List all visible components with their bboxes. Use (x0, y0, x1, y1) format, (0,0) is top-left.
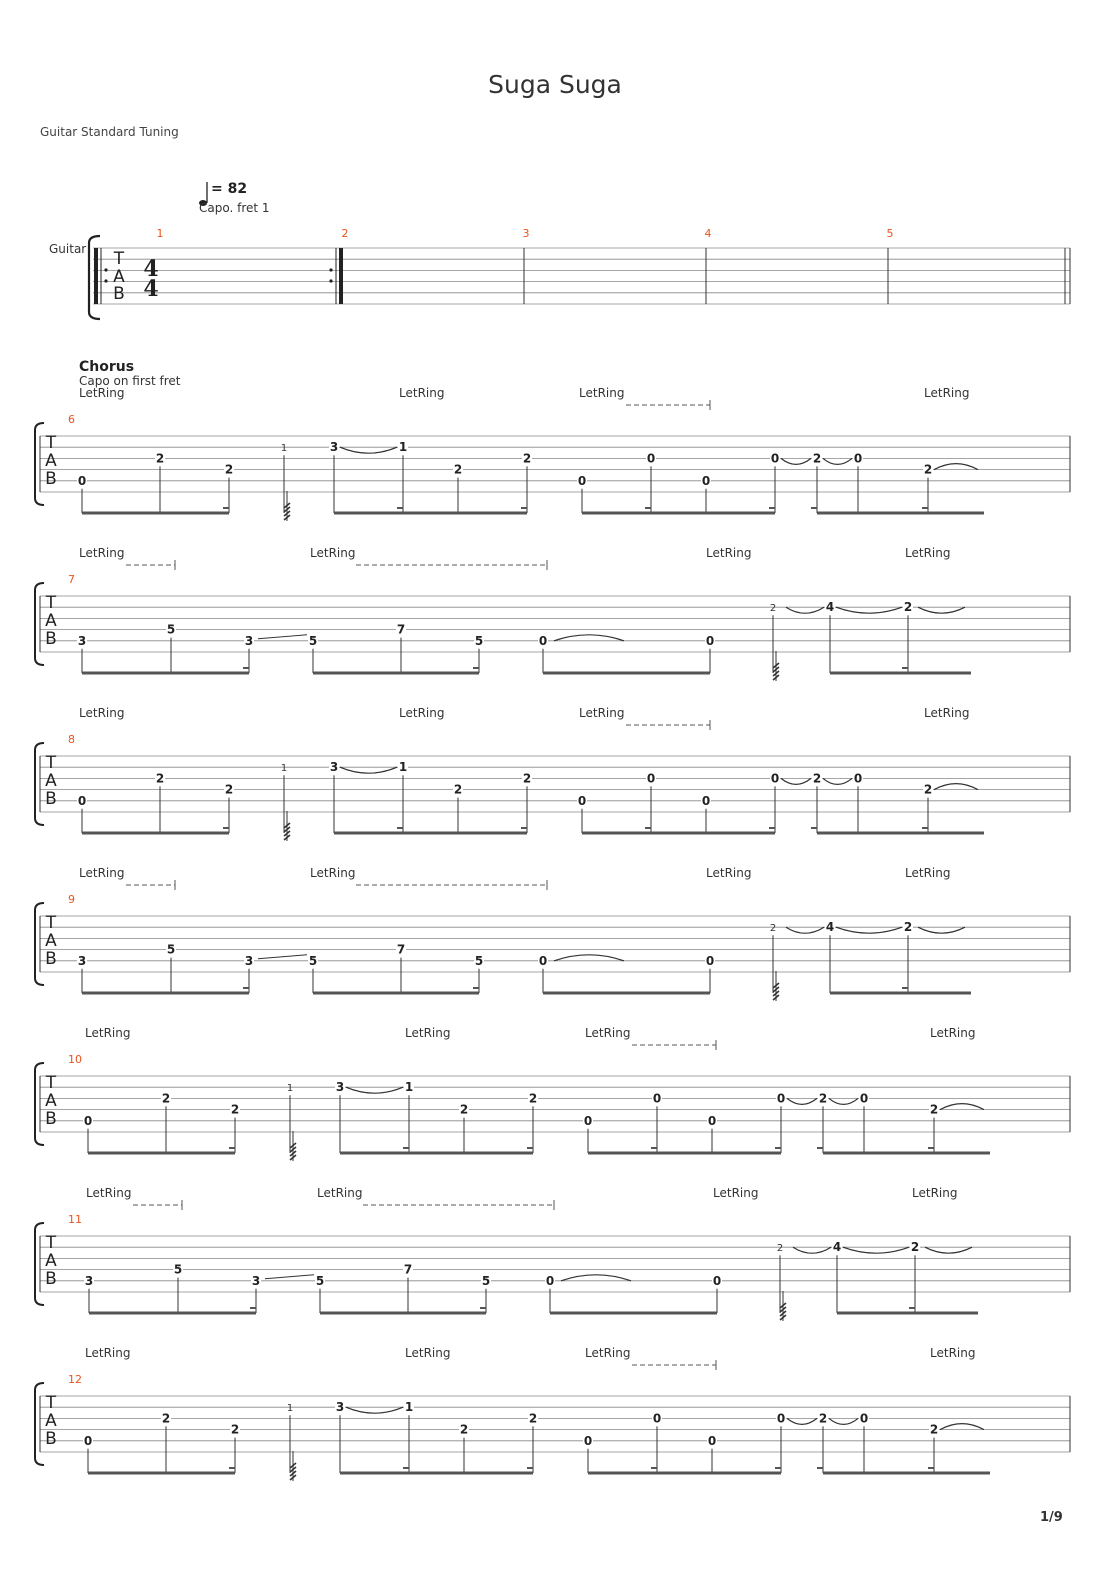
tie-arc (781, 778, 811, 784)
fret-number: 0 (770, 771, 780, 786)
tab-clef-letter: T (45, 593, 57, 613)
time-signature-bottom: 4 (143, 276, 159, 302)
sub-beam (928, 1467, 934, 1469)
fret-number: 5 (308, 633, 318, 648)
repeat-dot (329, 268, 332, 271)
letring-label: LetRing (310, 866, 356, 880)
fret-number: 3 (329, 760, 339, 775)
fret-number: 7 (396, 622, 406, 637)
letring-label: LetRing (706, 866, 752, 880)
fret-number: 2 (230, 1102, 240, 1117)
fret-number: 2 (818, 1091, 828, 1106)
measure-number: 12 (68, 1373, 82, 1386)
beam (334, 832, 527, 835)
time-signature-top: 4 (143, 256, 159, 282)
letring-label: LetRing (579, 706, 625, 720)
fret-number: 0 (705, 633, 715, 648)
beam (320, 1312, 486, 1315)
fret-number: 2 (812, 771, 822, 786)
tab-clef-letter: A (45, 611, 57, 631)
fret-number: 1 (280, 443, 288, 455)
fret-number: 5 (315, 1273, 325, 1288)
tie-arc (940, 1104, 984, 1110)
fret-number: 2 (528, 1411, 538, 1426)
beam (830, 672, 971, 675)
fret-number: 0 (538, 633, 548, 648)
fret-number: 0 (776, 1091, 786, 1106)
beam (588, 1152, 781, 1155)
tab-clef-letter: B (113, 284, 125, 304)
sub-beam (902, 987, 908, 989)
fret-number: 2 (929, 1102, 939, 1117)
tab-system (35, 1026, 1070, 1161)
tie-arc (940, 1424, 984, 1430)
sub-beam (651, 1147, 657, 1149)
tab-clef-letter: T (45, 1073, 57, 1093)
letring-label: LetRing (79, 546, 125, 560)
arpeggio-icon (290, 1131, 296, 1161)
fret-number: 2 (459, 1422, 469, 1437)
fret-number: 0 (712, 1273, 722, 1288)
tie-arc (829, 1098, 858, 1104)
tab-clef-letter: T (45, 1393, 57, 1413)
arpeggio-icon (290, 1451, 296, 1481)
tab-clef-letter: B (45, 949, 57, 969)
tuning-label: Guitar Standard Tuning (40, 125, 179, 139)
letring-label: LetRing (924, 386, 970, 400)
tab-system (35, 546, 1070, 681)
letring-label: LetRing (905, 866, 951, 880)
letring-label: LetRing (579, 386, 625, 400)
sub-beam (243, 667, 249, 669)
sub-beam (229, 1147, 235, 1149)
fret-number: 0 (652, 1411, 662, 1426)
fret-number: 1 (398, 440, 408, 455)
beam (89, 1312, 256, 1315)
fret-number: 2 (903, 600, 913, 615)
fret-number: 2 (528, 1091, 538, 1106)
letring-label: LetRing (310, 546, 356, 560)
fret-number: 0 (77, 473, 87, 488)
tab-clef-letter: A (45, 1091, 57, 1111)
slide-line (258, 635, 307, 639)
fret-number: 2 (522, 771, 532, 786)
fret-number: 2 (224, 782, 234, 797)
letring-label: LetRing (399, 386, 445, 400)
sub-beam (521, 507, 527, 509)
measure-number: 3 (522, 227, 530, 240)
beam (313, 992, 479, 995)
sub-beam (651, 1467, 657, 1469)
sub-beam (480, 1307, 486, 1309)
sub-beam (223, 827, 229, 829)
arpeggio-icon (284, 491, 290, 521)
beam (817, 832, 984, 835)
sub-beam (645, 827, 651, 829)
tie-arc (561, 1275, 631, 1281)
beam (334, 512, 527, 515)
fret-number: 3 (335, 1400, 345, 1415)
fret-number: 2 (923, 462, 933, 477)
fret-number: 0 (83, 1433, 93, 1448)
fret-number: 3 (77, 633, 87, 648)
tie-arc (829, 1418, 858, 1424)
tie-arc (340, 767, 397, 773)
tie-arc (346, 1087, 403, 1093)
beam (823, 1472, 990, 1475)
sub-beam (397, 507, 403, 509)
letring-label: LetRing (317, 1186, 363, 1200)
beam (82, 832, 229, 835)
beam (582, 512, 775, 515)
fret-number: 0 (705, 953, 715, 968)
sub-beam (775, 1467, 781, 1469)
sub-beam (397, 827, 403, 829)
arpeggio-icon (773, 651, 779, 681)
fret-number: 0 (859, 1091, 869, 1106)
section-title: Chorus (79, 359, 135, 375)
fret-number: 4 (825, 600, 835, 615)
sub-beam (811, 507, 817, 509)
tie-arc (554, 635, 624, 641)
tab-clef-letter: B (45, 1109, 57, 1129)
tie-arc (823, 458, 852, 464)
arpeggio-icon (780, 1291, 786, 1321)
tie-arc (934, 784, 978, 790)
tab-clef-letter: B (45, 1429, 57, 1449)
fret-number: 0 (583, 1113, 593, 1128)
tab-clef-letter: B (45, 469, 57, 489)
tab-clef-letter: A (45, 1251, 57, 1271)
fret-number: 1 (280, 763, 288, 775)
sub-beam (527, 1467, 533, 1469)
fret-number: 7 (403, 1262, 413, 1277)
measure-number: 7 (68, 573, 75, 586)
tie-arc (787, 1418, 817, 1424)
fret-number: 5 (166, 942, 176, 957)
measure-number: 4 (704, 227, 712, 240)
sub-beam (473, 667, 479, 669)
fret-number: 0 (707, 1433, 717, 1448)
tie-arc (786, 607, 824, 613)
song-title: Suga Suga (488, 70, 622, 99)
fret-number: 0 (577, 473, 587, 488)
beam (830, 992, 971, 995)
sub-beam (817, 1467, 823, 1469)
tab-system (35, 706, 1070, 841)
sub-beam (250, 1307, 256, 1309)
letring-label: LetRing (85, 1346, 131, 1360)
fret-number: 0 (701, 793, 711, 808)
fret-number: 2 (224, 462, 234, 477)
measure-number: 2 (341, 227, 349, 240)
fret-number: 5 (474, 633, 484, 648)
tab-clef-letter: B (45, 1269, 57, 1289)
fret-number: 3 (329, 440, 339, 455)
fret-number: 0 (859, 1411, 869, 1426)
fret-number: 2 (769, 923, 777, 935)
fret-number: 0 (545, 1273, 555, 1288)
beam (588, 1472, 781, 1475)
fret-number: 2 (923, 782, 933, 797)
fret-number: 0 (77, 793, 87, 808)
fret-number: 2 (903, 920, 913, 935)
fret-number: 5 (474, 953, 484, 968)
letring-label: LetRing (706, 546, 752, 560)
beam (582, 832, 775, 835)
fret-number: 4 (832, 1240, 842, 1255)
repeat-start-thick-bar (94, 248, 98, 304)
tie-arc (786, 927, 824, 933)
fret-number: 0 (83, 1113, 93, 1128)
fret-number: 0 (853, 451, 863, 466)
fret-number: 1 (404, 1400, 414, 1415)
tie-arc (346, 1407, 403, 1413)
tab-clef-letter: T (113, 249, 125, 269)
fret-number: 0 (646, 771, 656, 786)
fret-number: 0 (776, 1411, 786, 1426)
measure-number: 8 (68, 733, 75, 746)
tie-arc (918, 927, 965, 933)
fret-number: 0 (538, 953, 548, 968)
fret-number: 1 (286, 1403, 294, 1415)
fret-number: 2 (230, 1422, 240, 1437)
letring-label: LetRing (924, 706, 970, 720)
sub-beam (769, 827, 775, 829)
fret-number: 2 (776, 1243, 784, 1255)
letring-label: LetRing (585, 1026, 631, 1040)
tab-clef-letter: T (45, 433, 57, 453)
letring-label: LetRing (905, 546, 951, 560)
sub-beam (229, 1467, 235, 1469)
fret-number: 2 (459, 1102, 469, 1117)
measure-number: 6 (68, 413, 75, 426)
beam (543, 992, 710, 995)
measure-number: 5 (886, 227, 894, 240)
letring-label: LetRing (405, 1026, 451, 1040)
sub-beam (527, 1147, 533, 1149)
tie-arc (554, 955, 624, 961)
tab-system (35, 386, 1070, 521)
repeat-dot (104, 279, 107, 282)
fret-number: 2 (812, 451, 822, 466)
fret-number: 0 (707, 1113, 717, 1128)
letring-label: LetRing (585, 1346, 631, 1360)
fret-number: 0 (646, 451, 656, 466)
fret-number: 5 (481, 1273, 491, 1288)
sub-beam (645, 507, 651, 509)
fret-number: 2 (522, 451, 532, 466)
beam (340, 1472, 533, 1475)
tab-clef-letter: A (45, 771, 57, 791)
section-heading (79, 359, 181, 388)
sub-beam (811, 827, 817, 829)
fret-number: 0 (701, 473, 711, 488)
letring-label: LetRing (912, 1186, 958, 1200)
sub-beam (223, 507, 229, 509)
fret-number: 1 (286, 1083, 294, 1095)
letring-label: LetRing (399, 706, 445, 720)
fret-number: 5 (166, 622, 176, 637)
fret-number: 2 (155, 771, 165, 786)
beam (817, 512, 984, 515)
section-subtitle: Capo on first fret (79, 374, 181, 388)
beam (550, 1312, 717, 1315)
fret-number: 2 (818, 1411, 828, 1426)
beam (88, 1472, 235, 1475)
tab-clef-letter: T (45, 1233, 57, 1253)
instrument-label: Guitar (49, 242, 87, 256)
measure-number: 10 (68, 1053, 82, 1066)
tie-arc (836, 607, 902, 613)
fret-number: 3 (84, 1273, 94, 1288)
tab-clef-letter: T (45, 913, 57, 933)
sub-beam (473, 987, 479, 989)
fret-number: 0 (583, 1433, 593, 1448)
letring-label: LetRing (79, 386, 125, 400)
measure-number: 9 (68, 893, 75, 906)
sub-beam (403, 1467, 409, 1469)
letring-label: LetRing (930, 1026, 976, 1040)
fret-number: 3 (77, 953, 87, 968)
sub-beam (922, 827, 928, 829)
tab-clef-letter: B (45, 789, 57, 809)
measure-number: 11 (68, 1213, 82, 1226)
fret-number: 2 (453, 462, 463, 477)
arpeggio-icon (773, 971, 779, 1001)
repeat-dot (329, 279, 332, 282)
fret-number: 2 (453, 782, 463, 797)
fret-number: 7 (396, 942, 406, 957)
fret-number: 1 (404, 1080, 414, 1095)
letring-label: LetRing (85, 1026, 131, 1040)
tie-arc (918, 607, 965, 613)
sub-beam (243, 987, 249, 989)
letring-label: LetRing (405, 1346, 451, 1360)
fret-number: 0 (853, 771, 863, 786)
arpeggio-icon (284, 811, 290, 841)
tie-arc (823, 778, 852, 784)
beam (88, 1152, 235, 1155)
tie-arc (781, 458, 811, 464)
tie-arc (787, 1098, 817, 1104)
tab-system (35, 866, 1070, 1001)
fret-number: 2 (769, 603, 777, 615)
tab-clef-letter: A (45, 1411, 57, 1431)
letring-label: LetRing (79, 866, 125, 880)
slide-line (258, 955, 307, 959)
sub-beam (817, 1147, 823, 1149)
tie-arc (793, 1247, 831, 1253)
sub-beam (521, 827, 527, 829)
sub-beam (922, 507, 928, 509)
tie-arc (934, 464, 978, 470)
tab-system (35, 1346, 1070, 1481)
letring-label: LetRing (79, 706, 125, 720)
intro-system (49, 181, 1070, 319)
fret-number: 5 (308, 953, 318, 968)
tie-arc (836, 927, 902, 933)
beam (543, 672, 710, 675)
tie-arc (925, 1247, 972, 1253)
sub-beam (909, 1307, 915, 1309)
tab-system (35, 1186, 1070, 1321)
fret-number: 2 (910, 1240, 920, 1255)
fret-number: 2 (929, 1422, 939, 1437)
beam (82, 672, 249, 675)
beam (340, 1152, 533, 1155)
beam (823, 1152, 990, 1155)
fret-number: 0 (770, 451, 780, 466)
repeat-dot (104, 268, 107, 271)
tempo-value: = 82 (211, 181, 248, 197)
beam (82, 992, 249, 995)
repeat-end-thick-bar (339, 248, 343, 304)
fret-number: 1 (398, 760, 408, 775)
capo-label: Capo. fret 1 (199, 201, 270, 215)
tab-clef-letter: A (45, 931, 57, 951)
fret-number: 3 (335, 1080, 345, 1095)
fret-number: 2 (161, 1091, 171, 1106)
measure-number: 1 (156, 227, 164, 240)
fret-number: 3 (251, 1273, 261, 1288)
page-number: 1/9 (1040, 1510, 1063, 1525)
tab-clef-letter: T (45, 753, 57, 773)
letring-label: LetRing (713, 1186, 759, 1200)
fret-number: 3 (244, 953, 254, 968)
letring-label: LetRing (86, 1186, 132, 1200)
slide-line (265, 1275, 314, 1279)
fret-number: 4 (825, 920, 835, 935)
tab-clef-letter: A (113, 267, 125, 287)
fret-number: 2 (161, 1411, 171, 1426)
sub-beam (902, 667, 908, 669)
fret-number: 0 (652, 1091, 662, 1106)
fret-number: 5 (173, 1262, 183, 1277)
fret-number: 2 (155, 451, 165, 466)
fret-number: 0 (577, 793, 587, 808)
fret-number: 3 (244, 633, 254, 648)
sub-beam (775, 1147, 781, 1149)
sub-beam (769, 507, 775, 509)
tie-arc (340, 447, 397, 453)
letring-label: LetRing (930, 1346, 976, 1360)
beam (313, 672, 479, 675)
tab-clef-letter: B (45, 629, 57, 649)
beam (82, 512, 229, 515)
beam (837, 1312, 978, 1315)
sub-beam (928, 1147, 934, 1149)
tab-clef-letter: A (45, 451, 57, 471)
sub-beam (403, 1147, 409, 1149)
tie-arc (843, 1247, 909, 1253)
